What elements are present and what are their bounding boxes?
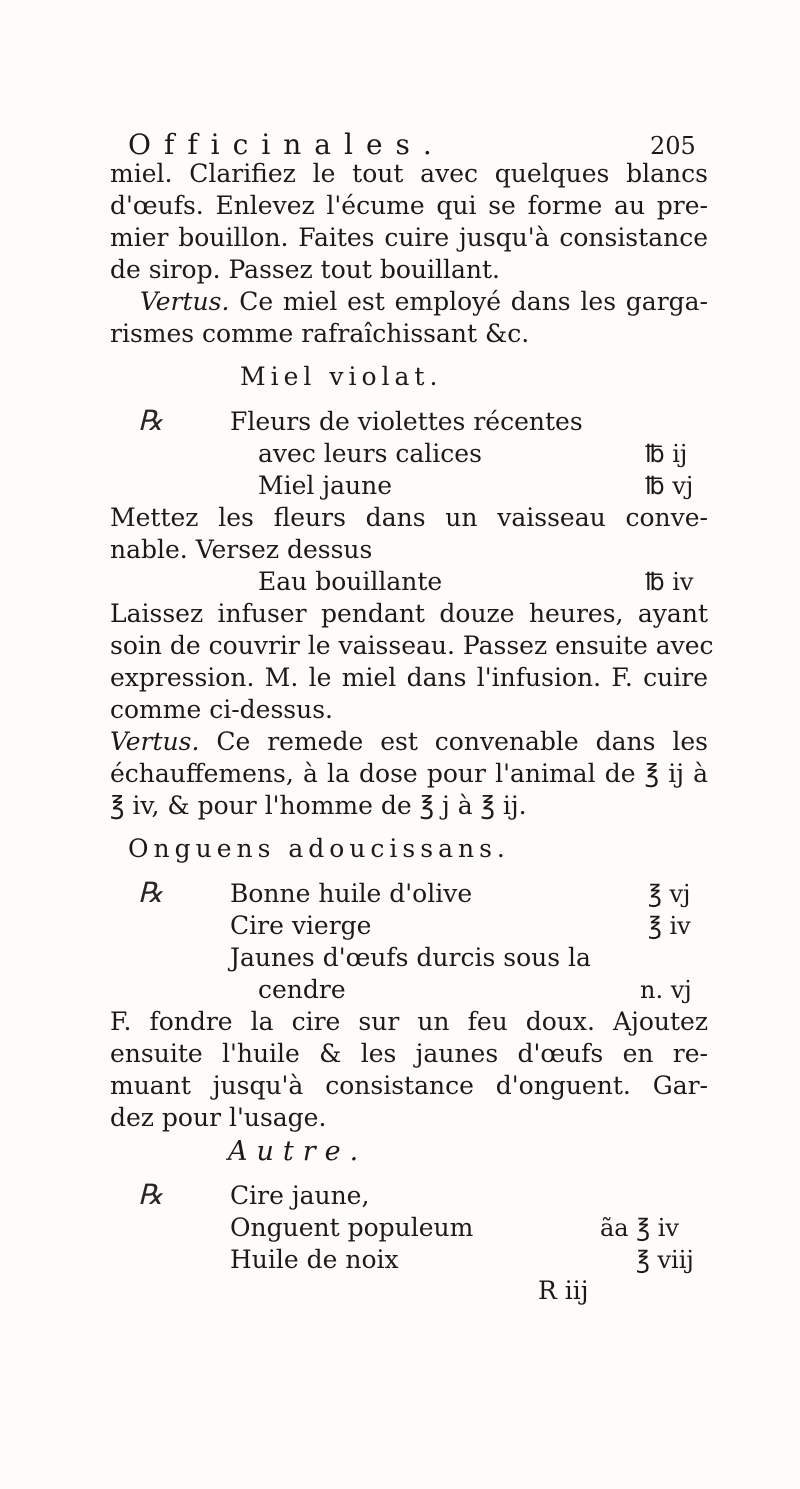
ingredient-quantity: ℥ vj xyxy=(648,880,691,908)
text-line: de sirop. Passez tout bouillant. xyxy=(110,255,500,284)
recipe-symbol: ℞ xyxy=(138,404,164,437)
ingredient-name: Miel jaune xyxy=(258,471,392,500)
text-line: ℥ iv, & pour l'homme de ℥ j à ℥ ij. xyxy=(110,791,527,820)
ingredient-name: Cire jaune, xyxy=(230,1181,370,1210)
ingredient-quantity: ℥ iv xyxy=(648,912,691,940)
vertus-text: Ce remede est convenable dans les xyxy=(199,727,708,756)
ingredient-name: Eau bouillante xyxy=(258,567,443,596)
ingredient-name-cont: cendre xyxy=(258,975,346,1004)
text-line: miel. Clarifiez le tout avec quelques blancs xyxy=(110,159,708,188)
vertus-line xyxy=(140,286,708,318)
ingredient-name: Bonne huile d'olive xyxy=(230,879,473,908)
text-line: soin de couvrir le vaisseau. Passez ensuite avec xyxy=(110,631,714,660)
text-line: comme ci-dessus. xyxy=(110,695,333,724)
text-line: Laissez infuser pendant douze heures, ayant xyxy=(110,599,708,628)
ingredient-quantity: ℔ iv xyxy=(645,568,694,596)
ingredient-name-cont: avec leurs calices xyxy=(258,439,482,468)
text-line: mier bouillon. Faites cuire jusqu'à consistance xyxy=(110,223,708,252)
vertus-label: Vertus. xyxy=(110,727,200,756)
recipe-symbol: ℞ xyxy=(138,876,164,909)
section-heading-autre: Autre. xyxy=(228,1136,368,1167)
ingredient-quantity: ãa ℥ iv xyxy=(600,1214,679,1242)
ingredient-name: Cire vierge xyxy=(230,911,372,940)
ingredient-quantity: ℔ ij xyxy=(645,440,688,468)
page-number: 205 xyxy=(650,132,696,160)
vertus-line xyxy=(110,726,708,758)
ingredient-name: Huile de noix xyxy=(230,1245,399,1274)
text-line: F. fondre la cire sur un feu doux. Ajoutez xyxy=(110,1007,708,1036)
ingredient-name: Fleurs de violettes récentes xyxy=(230,407,583,436)
signature-mark: R iij xyxy=(538,1276,589,1305)
ingredient-quantity: ℔ vj xyxy=(645,472,694,500)
text-line: muant jusqu'à consistance d'onguent. Gar- xyxy=(110,1071,708,1100)
text-line: expression. M. le miel dans l'infusion. F. cuire xyxy=(110,663,708,692)
vertus-label: Vertus. xyxy=(140,287,230,316)
running-title: Officinales. xyxy=(128,128,445,161)
ingredient-quantity: ℥ viij xyxy=(636,1246,694,1274)
text-line: échauffemens, à la dose pour l'animal de ℥ ij à xyxy=(110,759,708,788)
section-heading-onguens: Onguens adoucissans. xyxy=(128,834,510,863)
ingredient-name: Onguent populeum xyxy=(230,1213,474,1242)
vertus-text: Ce miel est employé dans les garga- xyxy=(229,287,708,316)
text-line: nable. Versez dessus xyxy=(110,535,373,564)
text-line: d'œufs. Enlevez l'écume qui se forme au pre- xyxy=(110,191,708,220)
text-line: dez pour l'usage. xyxy=(110,1103,327,1132)
section-heading-miel-violat: Miel violat. xyxy=(240,362,443,391)
text-line: Mettez les fleurs dans un vaisseau conve- xyxy=(110,503,708,532)
text-line: rismes comme rafraîchissant &c. xyxy=(110,319,530,348)
ingredient-name: Jaunes d'œufs durcis sous la xyxy=(230,943,591,972)
text-line: ensuite l'huile & les jaunes d'œufs en re- xyxy=(110,1039,708,1068)
recipe-symbol: ℞ xyxy=(138,1178,164,1211)
ingredient-quantity: n. vj xyxy=(640,976,692,1004)
